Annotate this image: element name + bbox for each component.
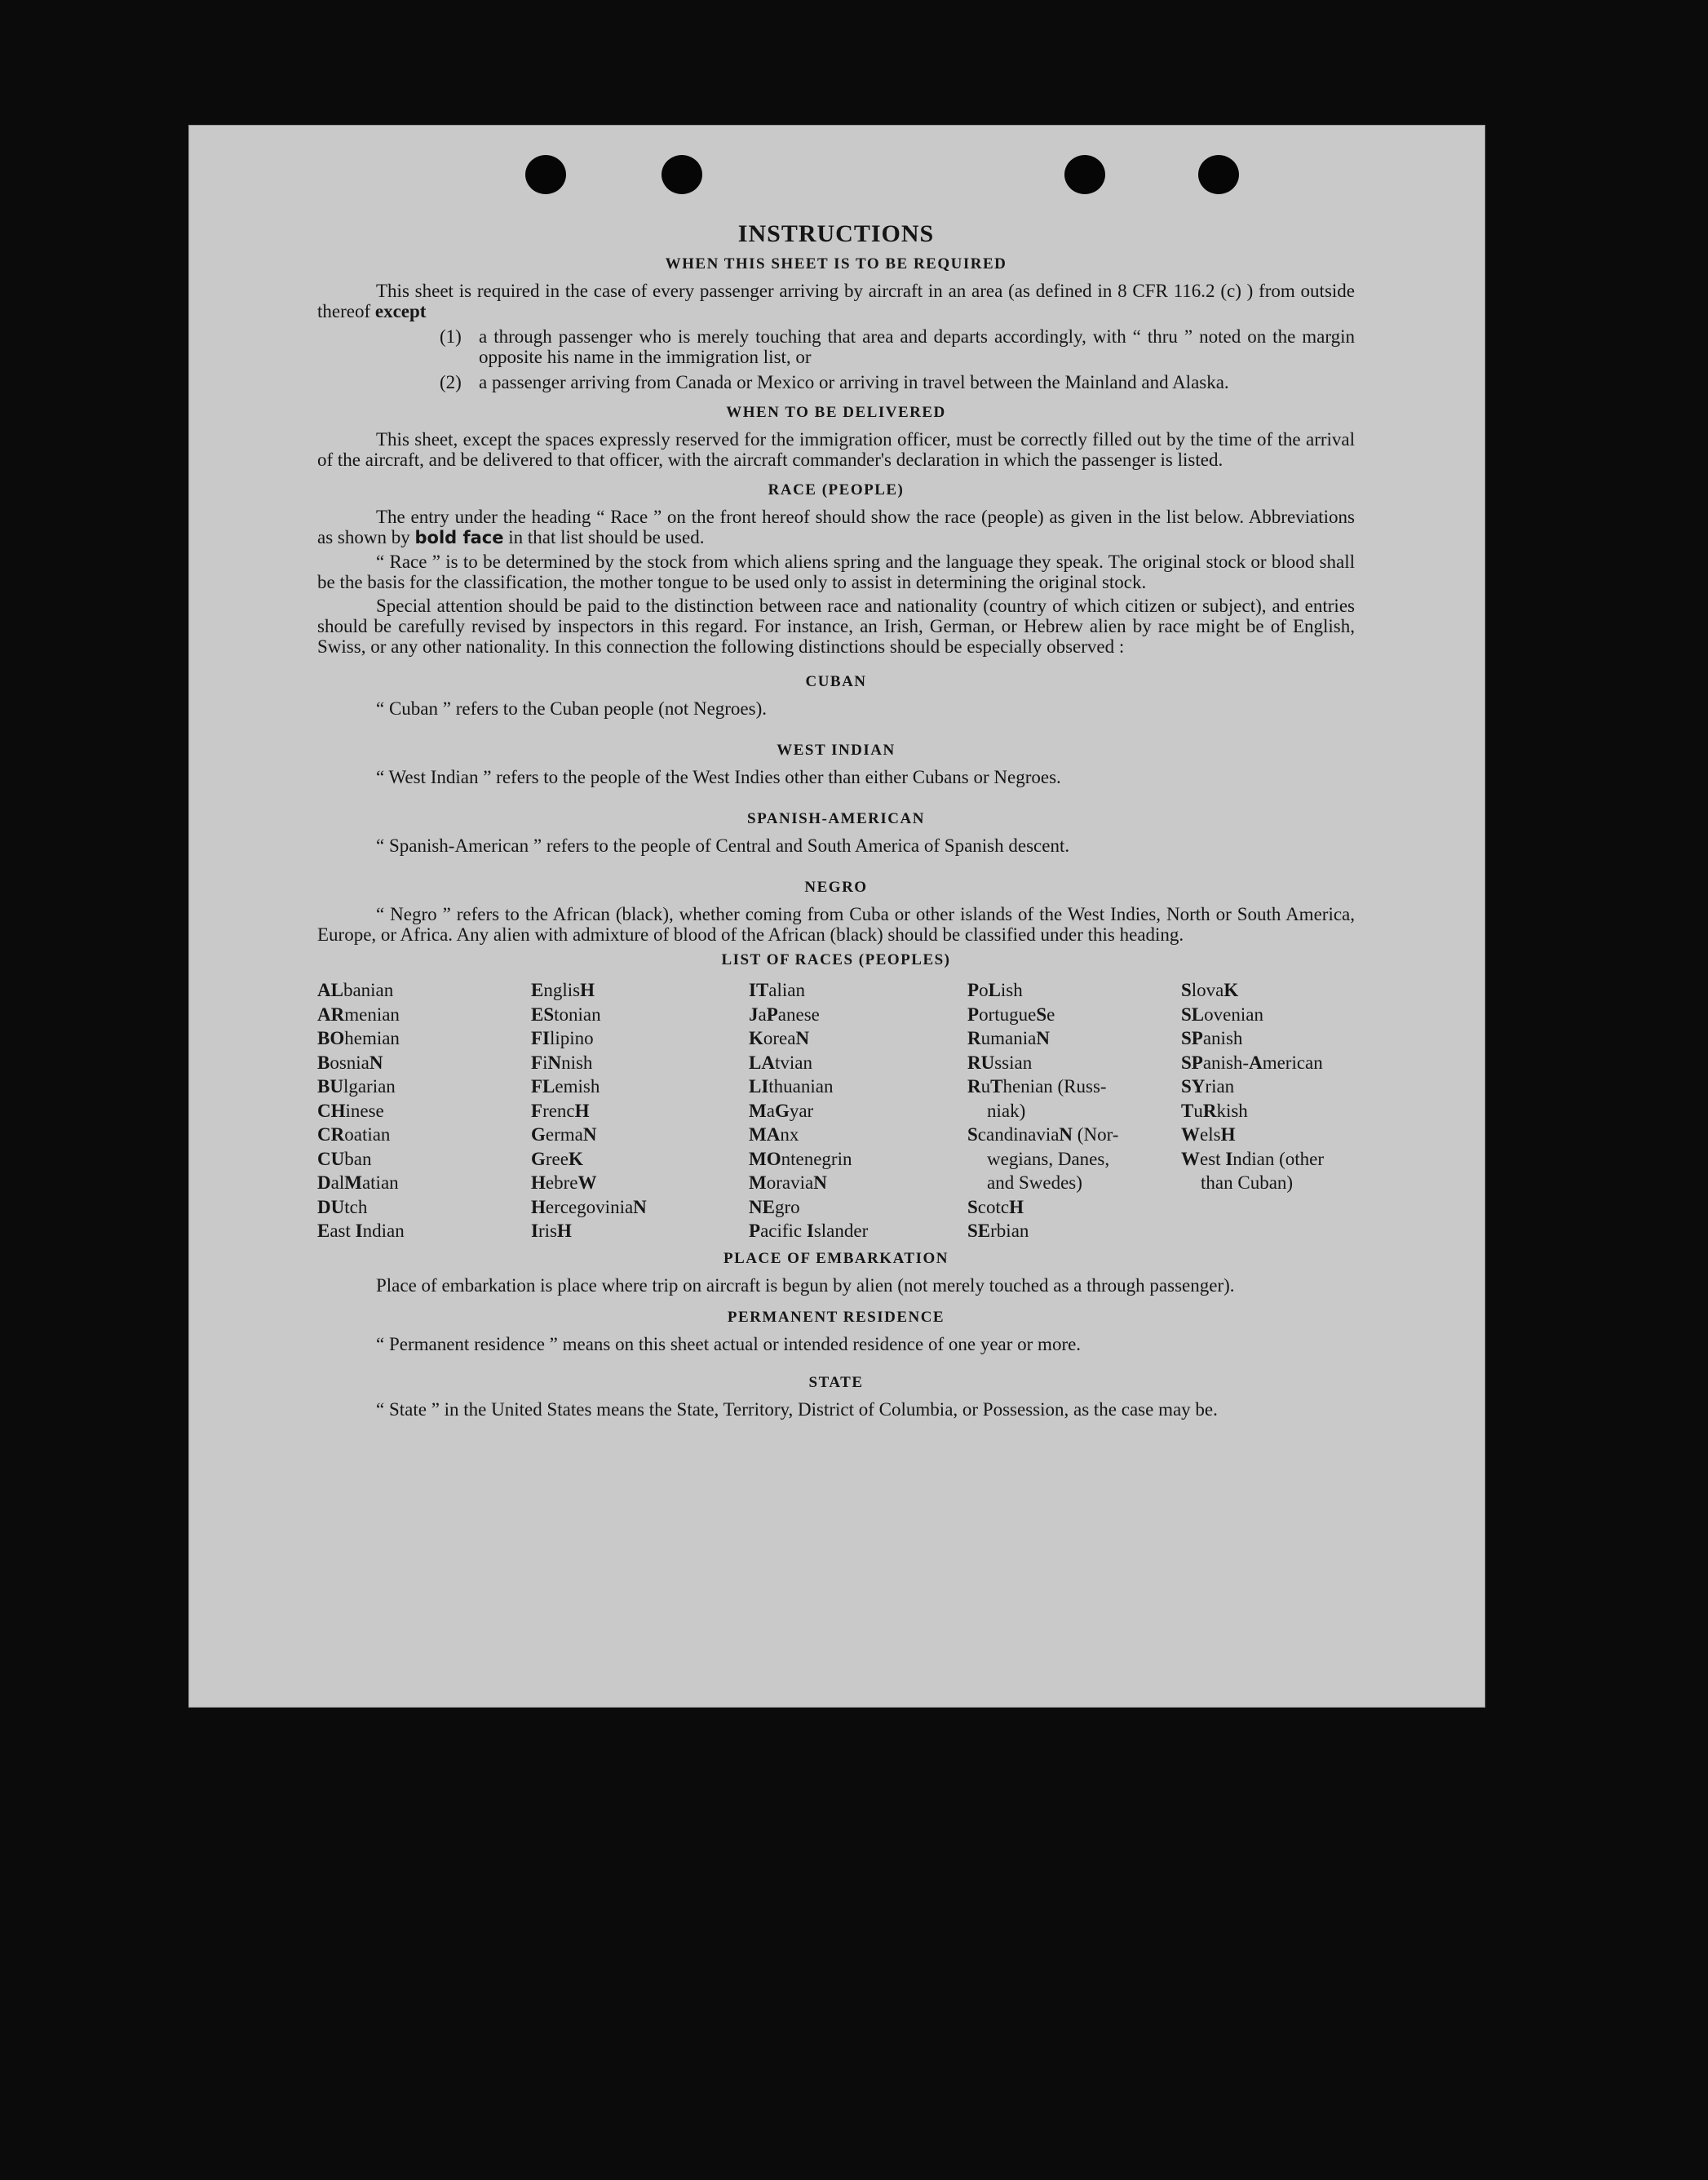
- races-column: [531, 978, 749, 1243]
- heading-spanish-american: SPANISH-AMERICAN: [747, 810, 925, 827]
- race-entry: MaGyar: [749, 1100, 814, 1121]
- race-entry: LAtvian: [749, 1052, 812, 1073]
- race-entry: SPanish-American: [1181, 1052, 1323, 1073]
- race-entry: FrencH: [531, 1100, 590, 1121]
- heading-race: RACE (PEOPLE): [768, 481, 905, 498]
- punch-hole: [525, 155, 566, 194]
- punch-hole: [1198, 155, 1239, 194]
- race-paragraph: “ Race ” is to be determined by the stock from which aliens spring and the language they speak. The original stock or blood shall be the basis for the classification, the mother tongue to be used only to assist in determining the original stock.: [317, 552, 1355, 592]
- race-entry: BOhemian: [317, 1028, 400, 1048]
- race-entry: CHinese: [317, 1100, 384, 1121]
- race-entry: SLovenian: [1181, 1004, 1263, 1025]
- race-entry: SYrian: [1181, 1076, 1235, 1097]
- race-entry: ALbanian: [317, 980, 394, 1000]
- heading-list-of-races: LIST OF RACES (PEOPLES): [721, 951, 951, 968]
- race-entry: KoreaN: [749, 1028, 810, 1048]
- race-entry: DUtch: [317, 1196, 368, 1217]
- races-column: [749, 978, 967, 1243]
- heading-when-delivered: WHEN TO BE DELIVERED: [726, 404, 946, 421]
- race-entry: GreeK: [531, 1148, 583, 1169]
- races-column: [967, 978, 1181, 1243]
- page-title: INSTRUCTIONS: [737, 220, 935, 247]
- races-list: [317, 978, 1355, 1243]
- punch-hole: [1064, 155, 1105, 194]
- race-entry: MoraviaN: [749, 1172, 827, 1193]
- cuban-text: “ Cuban ” refers to the Cuban people (not Negroes).: [376, 698, 768, 719]
- race-paragraph: Special attention should be paid to the distinction between race and nationality (country of which citizen or subject), and entries should be carefully revised by inspectors in this regard. For instance, an Irish, German, or Hebrew alien by race might be of English, Swiss, or any other nationality. In this connection the following distinctions should be especially observed :: [317, 596, 1355, 657]
- heading-when-required: WHEN THIS SHEET IS TO BE REQUIRED: [665, 255, 1007, 272]
- race-entry: RUssian: [967, 1052, 1033, 1073]
- state-text: “ State ” in the United States means the State, Territory, District of Columbia, or Possession, as the case may be.: [376, 1398, 1218, 1420]
- heading-negro: NEGRO: [804, 879, 868, 896]
- race-entry: IrisH: [531, 1221, 572, 1241]
- race-entry: BosniaN: [317, 1052, 383, 1073]
- race-entry: TuRkish: [1181, 1100, 1248, 1121]
- punch-hole: [662, 155, 702, 194]
- spanish-american-text: “ Spanish-American ” refers to the people of Central and South America of Spanish descent.: [376, 835, 1070, 856]
- race-entry: niak): [987, 1100, 1026, 1121]
- race-entry: LIthuanian: [749, 1076, 834, 1097]
- race-entry: CUban: [317, 1148, 372, 1169]
- race-entry: SErbian: [967, 1221, 1029, 1241]
- race-entry: ScandinaviaN (Nor-: [967, 1124, 1119, 1145]
- heading-cuban: CUBAN: [805, 673, 867, 690]
- heading-embarkation: PLACE OF EMBARKATION: [723, 1249, 949, 1267]
- heading-state: STATE: [808, 1373, 864, 1391]
- race-entry: HercegoviniaN: [531, 1196, 647, 1217]
- race-entry: and Swedes): [987, 1172, 1082, 1193]
- race-entry: ARmenian: [317, 1004, 400, 1025]
- race-entry: SlovaK: [1181, 980, 1239, 1000]
- race-entry: FiNnish: [531, 1052, 593, 1073]
- race-entry: West Indian (other: [1181, 1148, 1325, 1169]
- race-entry: CRoatian: [317, 1124, 391, 1145]
- heading-residence: PERMANENT RESIDENCE: [727, 1308, 945, 1326]
- race-entry: EStonian: [531, 1004, 601, 1025]
- exception-item: (1) a through passenger who is merely touching that area and departs accordingly, with “ thru ” noted on the margin opposite his name in the immigration list, or: [440, 326, 1355, 367]
- race-entry: HebreW: [531, 1172, 597, 1193]
- race-paragraph: The entry under the heading “ Race ” on the front hereof should show the race (people) as given in the list below. Abbreviations as shown by bold face in that list should be used.: [317, 507, 1355, 547]
- negro-text: “ Negro ” refers to the African (black), whether coming from Cuba or other islands of the West Indies, North or South America, Europe, or Africa. Any alien with admixture of blood of the African (black) should be classified under this heading.: [317, 904, 1355, 945]
- race-entry: SPanish: [1181, 1028, 1243, 1048]
- heading-west-indian: WEST INDIAN: [777, 742, 896, 759]
- west-indian-text: “ West Indian ” refers to the people of the West Indies other than either Cubans or Negroes.: [376, 767, 1061, 787]
- race-entry: WelsH: [1181, 1124, 1236, 1145]
- race-entry: MOntenegrin: [749, 1148, 852, 1169]
- race-entry: PoLish: [967, 980, 1023, 1000]
- race-entry: Pacific Islander: [749, 1221, 869, 1241]
- race-entry: PortugueSe: [967, 1004, 1055, 1025]
- races-column: [317, 978, 531, 1243]
- race-entry: than Cuban): [1201, 1172, 1294, 1193]
- race-entry: DalMatian: [317, 1172, 399, 1193]
- when-required-intro: This sheet is required in the case of every passenger arriving by aircraft in an area (as defined in 8 CFR 116.2 (c) ) from outside thereof except: [317, 281, 1355, 321]
- race-entry: East Indian: [317, 1221, 405, 1241]
- residence-text: “ Permanent residence ” means on this sheet actual or intended residence of one year or more.: [376, 1333, 1082, 1354]
- exception-item: (2) a passenger arriving from Canada or Mexico or arriving in travel between the Mainland and Alaska.: [440, 372, 1229, 392]
- when-delivered-text: This sheet, except the spaces expressly reserved for the immigration officer, must be correctly filled out by the time of the arrival of the aircraft, and be delivered to that officer, with the aircraft commander's declaration in which the passenger is listed.: [317, 429, 1355, 470]
- races-column: [1181, 978, 1355, 1243]
- race-entry: FIlipino: [531, 1028, 594, 1048]
- race-entry: ITalian: [749, 980, 805, 1000]
- race-entry: JaPanese: [749, 1004, 820, 1025]
- race-entry: MAnx: [749, 1124, 799, 1145]
- race-entry: GermaN: [531, 1124, 597, 1145]
- embarkation-text: Place of embarkation is place where trip on aircraft is begun by alien (not merely touched as a through passenger).: [376, 1274, 1235, 1296]
- race-entry: ScotcH: [967, 1196, 1024, 1217]
- race-entry: RumaniaN: [967, 1028, 1050, 1048]
- instructions-content: [317, 220, 1355, 1420]
- document-sheet: [188, 125, 1485, 1708]
- race-entry: RuThenian (Russ-: [967, 1076, 1107, 1097]
- race-entry: EnglisH: [531, 980, 595, 1000]
- race-entry: BUlgarian: [317, 1076, 396, 1097]
- race-entry: wegians, Danes,: [987, 1148, 1110, 1169]
- race-entry: NEgro: [749, 1196, 800, 1217]
- race-entry: FLemish: [531, 1076, 600, 1097]
